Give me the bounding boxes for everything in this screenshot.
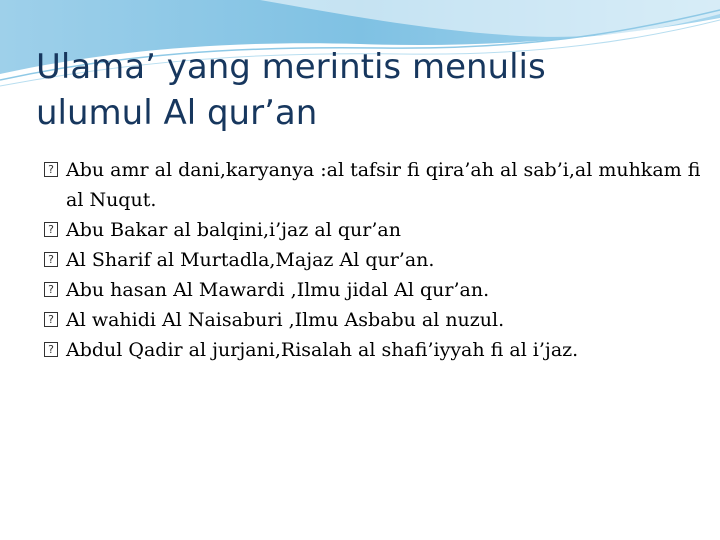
bullet-box-icon: ? (44, 252, 58, 267)
bullet-box-icon: ? (44, 222, 58, 237)
list-item-text: Abu amr al dani,karyanya :al tafsir fi qira’ah al sab’i,al muhkam fi al Nuqut. (66, 159, 701, 211)
bullet-box-icon: ? (44, 312, 58, 327)
list-item-text: Al Sharif al Murtadla,Majaz Al qur’an. (66, 249, 435, 271)
list-item (44, 215, 704, 245)
list-item (44, 155, 704, 215)
list-item-text: Abdul Qadir al jurjani,Risalah al shafi’iyyah fi al i’jaz. (66, 339, 579, 361)
list-item-text: Abu Bakar al balqini,i’jaz al qur’an (66, 219, 401, 241)
list-item (44, 335, 704, 365)
list-item (44, 305, 704, 335)
bullet-box-icon: ? (44, 282, 58, 297)
slide-title (36, 44, 696, 136)
bullet-box-icon: ? (44, 162, 58, 177)
list-item-text: Al wahidi Al Naisaburi ,Ilmu Asbabu al nuzul. (66, 309, 505, 331)
title-line-2: ulumul Al qur’an (36, 93, 318, 133)
bullet-list (44, 155, 704, 365)
list-item-text: Abu hasan Al Mawardi ,Ilmu jidal Al qur’an. (66, 279, 490, 301)
bullet-box-icon: ? (44, 342, 58, 357)
list-item (44, 275, 704, 305)
list-item (44, 245, 704, 275)
title-line-1: Ulama’ yang merintis menulis (36, 47, 546, 87)
